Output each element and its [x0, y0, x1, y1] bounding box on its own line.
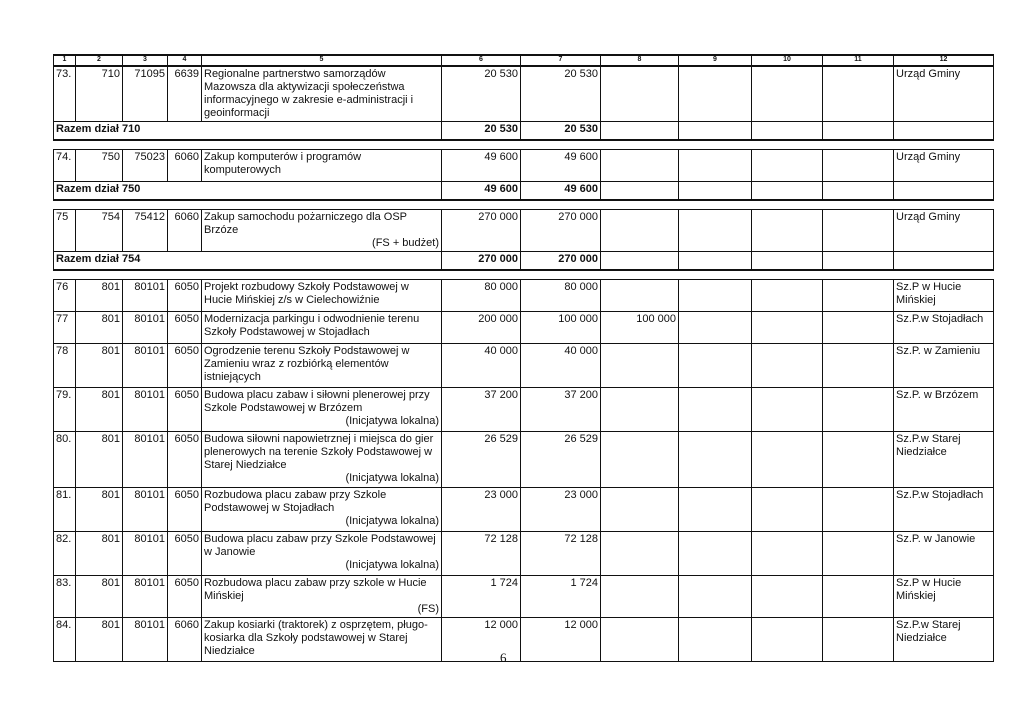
- row-number: 74.: [54, 150, 76, 182]
- value-col6: 200 000: [442, 312, 521, 344]
- value-col11: [823, 66, 894, 122]
- value-col6: 26 529: [442, 432, 521, 488]
- task-name: Ogrodzenie terenu Szkoły Podstawowej w Zamieniu wraz z rozbiórką elementów istniejących: [204, 345, 410, 383]
- total-value-col7: 270 000: [521, 252, 601, 271]
- col-number: 5: [202, 55, 442, 66]
- value-col7: 23 000: [521, 488, 601, 532]
- value-col6: 1 724: [442, 576, 521, 618]
- value-col10: [752, 66, 823, 122]
- spacer-cell: [54, 200, 994, 210]
- empty-cell: [601, 122, 679, 141]
- value-col6: 40 000: [442, 344, 521, 388]
- rozdzial-code: 80101: [123, 312, 168, 344]
- table-row: [54, 488, 994, 532]
- section-total-row: [54, 122, 994, 141]
- value-col8: [601, 150, 679, 182]
- value-col7: 1 724: [521, 576, 601, 618]
- task-name: Budowa placu zabaw przy Szkole Podstawowej w Janowie: [204, 533, 436, 558]
- value-col9: [679, 210, 752, 252]
- value-col8: [601, 432, 679, 488]
- task-note: (FS): [417, 603, 439, 615]
- table-row: [54, 66, 994, 122]
- value-col6: 72 128: [442, 532, 521, 576]
- total-label: Razem dział 710: [54, 122, 442, 141]
- task-name: Rozbudowa placu zabaw przy szkole w Hucie Mińskiej: [204, 577, 427, 602]
- task-name: Zakup samochodu pożarniczego dla OSP Brzóze: [204, 211, 407, 236]
- value-col7: 20 530: [521, 66, 601, 122]
- value-col11: [823, 432, 894, 488]
- value-col9: [679, 150, 752, 182]
- value-col10: [752, 150, 823, 182]
- task-note: (Inicjatywa lokalna): [345, 415, 439, 427]
- column-number-header: [54, 55, 994, 66]
- row-number: 75: [54, 210, 76, 252]
- empty-cell: [823, 122, 894, 141]
- value-col8: [601, 388, 679, 432]
- value-col8: 100 000: [601, 312, 679, 344]
- value-col6: 270 000: [442, 210, 521, 252]
- task-name: Projekt rozbudowy Szkoły Podstawowej w Hucie Mińskiej z/s w Cielechowiźnie: [204, 281, 409, 306]
- table-row: [54, 210, 994, 252]
- value-col9: [679, 488, 752, 532]
- table-row: [54, 388, 994, 432]
- value-col8: [601, 210, 679, 252]
- table-row: [54, 312, 994, 344]
- task-name: Budowa siłowni napowietrznej i miejsca do gier plenerowych na terenie Szkoły Podstawowej w Starej Niedziałce: [204, 433, 434, 471]
- empty-cell: [823, 252, 894, 271]
- value-col7: 80 000: [521, 280, 601, 312]
- col-number: 1: [54, 55, 76, 66]
- row-number: 80.: [54, 432, 76, 488]
- value-col11: [823, 312, 894, 344]
- value-col10: [752, 532, 823, 576]
- task-description: [202, 532, 442, 576]
- value-col7: 100 000: [521, 312, 601, 344]
- task-name: Budowa placu zabaw i siłowni plenerowej przy Szkole Podstawowej w Brzózem: [204, 389, 430, 414]
- value-col8: [601, 280, 679, 312]
- table-body: [54, 55, 994, 662]
- value-col7: 40 000: [521, 344, 601, 388]
- dzial-code: 801: [76, 344, 123, 388]
- value-col11: [823, 532, 894, 576]
- row-number: 79.: [54, 388, 76, 432]
- empty-cell: [679, 252, 752, 271]
- value-col10: [752, 210, 823, 252]
- responsible-unit: Sz.P.w Stojadłach: [894, 312, 994, 344]
- row-number: 78: [54, 344, 76, 388]
- total-label: Razem dział 754: [54, 252, 442, 271]
- col-number: 9: [679, 55, 752, 66]
- responsible-unit: Sz.P.w Stojadłach: [894, 488, 994, 532]
- paragraf-code: 6050: [168, 488, 202, 532]
- paragraf-code: 6050: [168, 344, 202, 388]
- value-col9: [679, 532, 752, 576]
- value-col8: [601, 66, 679, 122]
- total-value-col6: 270 000: [442, 252, 521, 271]
- rozdzial-code: 80101: [123, 280, 168, 312]
- row-number: 82.: [54, 532, 76, 576]
- task-description: [202, 576, 442, 618]
- task-description: [202, 388, 442, 432]
- value-col10: [752, 312, 823, 344]
- task-description: [202, 432, 442, 488]
- task-description: [202, 280, 442, 312]
- section-spacer: [54, 200, 994, 210]
- total-value-col7: 20 530: [521, 122, 601, 141]
- dzial-code: 750: [76, 150, 123, 182]
- table-row: [54, 150, 994, 182]
- row-number: 84.: [54, 618, 76, 662]
- responsible-unit: Urząd Gminy: [894, 150, 994, 182]
- section-total-row: [54, 252, 994, 271]
- value-col7: 37 200: [521, 388, 601, 432]
- value-col6: 20 530: [442, 66, 521, 122]
- value-col8: [601, 576, 679, 618]
- page-number: 6: [500, 650, 507, 665]
- empty-cell: [752, 252, 823, 271]
- rozdzial-code: 80101: [123, 576, 168, 618]
- total-value-col6: 49 600: [442, 182, 521, 201]
- value-col7: 72 128: [521, 532, 601, 576]
- paragraf-code: 6050: [168, 532, 202, 576]
- dzial-code: 801: [76, 280, 123, 312]
- responsible-unit: Urząd Gminy: [894, 66, 994, 122]
- value-col9: [679, 576, 752, 618]
- empty-cell: [894, 252, 994, 271]
- row-number: 76: [54, 280, 76, 312]
- task-note: (Inicjatywa lokalna): [345, 472, 439, 484]
- task-name: Regionalne partnerstwo samorządów Mazowsza dla aktywizacji społeczeństwa informacyjnego w zakresie e-administracji i geoinformacji: [204, 68, 414, 119]
- value-col7: 12 000: [521, 618, 601, 662]
- spacer-cell: [54, 270, 994, 280]
- value-col6: 49 600: [442, 150, 521, 182]
- table-row: [54, 280, 994, 312]
- value-col9: [679, 388, 752, 432]
- paragraf-code: 6060: [168, 210, 202, 252]
- task-name: Rozbudowa placu zabaw przy Szkole Podstawowej w Stojadłach: [204, 489, 387, 514]
- value-col7: 49 600: [521, 150, 601, 182]
- rozdzial-code: 71095: [123, 66, 168, 122]
- task-description: [202, 344, 442, 388]
- value-col11: [823, 150, 894, 182]
- rozdzial-code: 80101: [123, 432, 168, 488]
- value-col9: [679, 280, 752, 312]
- rozdzial-code: 75412: [123, 210, 168, 252]
- dzial-code: 801: [76, 618, 123, 662]
- value-col9: [679, 66, 752, 122]
- value-col11: [823, 388, 894, 432]
- paragraf-code: 6060: [168, 150, 202, 182]
- spacer-cell: [54, 140, 994, 150]
- responsible-unit: Sz.P. w Janowie: [894, 532, 994, 576]
- col-number: 3: [123, 55, 168, 66]
- task-name: Zakup kosiarki (traktorek) z osprzętem, pługo-kosiarka dla Szkoły podstawowej w Starej Niedziałce: [204, 619, 428, 657]
- value-col10: [752, 488, 823, 532]
- col-number: 6: [442, 55, 521, 66]
- value-col11: [823, 344, 894, 388]
- value-col11: [823, 210, 894, 252]
- value-col11: [823, 280, 894, 312]
- col-number: 10: [752, 55, 823, 66]
- row-number: 73.: [54, 66, 76, 122]
- paragraf-code: 6050: [168, 576, 202, 618]
- row-number: 83.: [54, 576, 76, 618]
- responsible-unit: Sz.P. w Zamieniu: [894, 344, 994, 388]
- paragraf-code: 6050: [168, 312, 202, 344]
- investment-table: [53, 54, 994, 662]
- value-col10: [752, 388, 823, 432]
- responsible-unit: Urząd Gminy: [894, 210, 994, 252]
- value-col11: [823, 488, 894, 532]
- responsible-unit: Sz.P w Hucie Mińskiej: [894, 576, 994, 618]
- task-description: [202, 488, 442, 532]
- col-number: 2: [76, 55, 123, 66]
- empty-cell: [601, 252, 679, 271]
- value-col6: 23 000: [442, 488, 521, 532]
- empty-cell: [679, 122, 752, 141]
- section-total-row: [54, 182, 994, 201]
- value-col8: [601, 344, 679, 388]
- paragraf-code: 6060: [168, 618, 202, 662]
- col-number: 12: [894, 55, 994, 66]
- task-description: [202, 312, 442, 344]
- paragraf-code: 6639: [168, 66, 202, 122]
- table-row: [54, 576, 994, 618]
- dzial-code: 801: [76, 388, 123, 432]
- dzial-code: 801: [76, 532, 123, 576]
- paragraf-code: 6050: [168, 388, 202, 432]
- responsible-unit: Sz.P. w Brzózem: [894, 388, 994, 432]
- table-row: [54, 344, 994, 388]
- empty-cell: [894, 182, 994, 201]
- dzial-code: 801: [76, 576, 123, 618]
- value-col6: 37 200: [442, 388, 521, 432]
- dzial-code: 801: [76, 312, 123, 344]
- table-row: [54, 618, 994, 662]
- dzial-code: 801: [76, 488, 123, 532]
- task-description: [202, 66, 442, 122]
- task-note: (Inicjatywa lokalna): [345, 559, 439, 571]
- dzial-code: 754: [76, 210, 123, 252]
- responsible-unit: Sz.P.w Starej Niedziałce: [894, 432, 994, 488]
- rozdzial-code: 80101: [123, 344, 168, 388]
- value-col7: 270 000: [521, 210, 601, 252]
- investment-table-page: [53, 54, 984, 662]
- total-label: Razem dział 750: [54, 182, 442, 201]
- section-spacer: [54, 270, 994, 280]
- task-note: (FS + budżet): [372, 237, 439, 249]
- value-col9: [679, 432, 752, 488]
- responsible-unit: Sz.P.w Starej Niedziałce: [894, 618, 994, 662]
- value-col9: [679, 618, 752, 662]
- dzial-code: 801: [76, 432, 123, 488]
- empty-cell: [894, 122, 994, 141]
- task-description: [202, 150, 442, 182]
- value-col6: 12 000: [442, 618, 521, 662]
- value-col10: [752, 344, 823, 388]
- task-name: Zakup komputerów i programów komputerowych: [204, 151, 362, 176]
- dzial-code: 710: [76, 66, 123, 122]
- value-col11: [823, 618, 894, 662]
- value-col11: [823, 576, 894, 618]
- value-col9: [679, 344, 752, 388]
- value-col10: [752, 576, 823, 618]
- value-col8: [601, 488, 679, 532]
- paragraf-code: 6050: [168, 280, 202, 312]
- table-row: [54, 432, 994, 488]
- total-value-col7: 49 600: [521, 182, 601, 201]
- rozdzial-code: 80101: [123, 488, 168, 532]
- total-value-col6: 20 530: [442, 122, 521, 141]
- value-col8: [601, 532, 679, 576]
- empty-cell: [752, 122, 823, 141]
- value-col9: [679, 312, 752, 344]
- paragraf-code: 6050: [168, 432, 202, 488]
- empty-cell: [679, 182, 752, 201]
- value-col10: [752, 432, 823, 488]
- responsible-unit: Sz.P w Hucie Mińskiej: [894, 280, 994, 312]
- row-number: 81.: [54, 488, 76, 532]
- value-col10: [752, 618, 823, 662]
- task-name: Modernizacja parkingu i odwodnienie terenu Szkoły Podstawowej w Stojadłach: [204, 313, 420, 338]
- empty-cell: [823, 182, 894, 201]
- value-col8: [601, 618, 679, 662]
- value-col7: 26 529: [521, 432, 601, 488]
- rozdzial-code: 80101: [123, 618, 168, 662]
- task-description: [202, 618, 442, 662]
- value-col6: 80 000: [442, 280, 521, 312]
- table-row: [54, 532, 994, 576]
- empty-cell: [601, 182, 679, 201]
- section-spacer: [54, 140, 994, 150]
- col-number: 4: [168, 55, 202, 66]
- rozdzial-code: 75023: [123, 150, 168, 182]
- col-number: 11: [823, 55, 894, 66]
- task-description: [202, 210, 442, 252]
- col-number: 7: [521, 55, 601, 66]
- task-note: (Inicjatywa lokalna): [345, 515, 439, 527]
- col-number: 8: [601, 55, 679, 66]
- rozdzial-code: 80101: [123, 532, 168, 576]
- rozdzial-code: 80101: [123, 388, 168, 432]
- empty-cell: [752, 182, 823, 201]
- row-number: 77: [54, 312, 76, 344]
- value-col10: [752, 280, 823, 312]
